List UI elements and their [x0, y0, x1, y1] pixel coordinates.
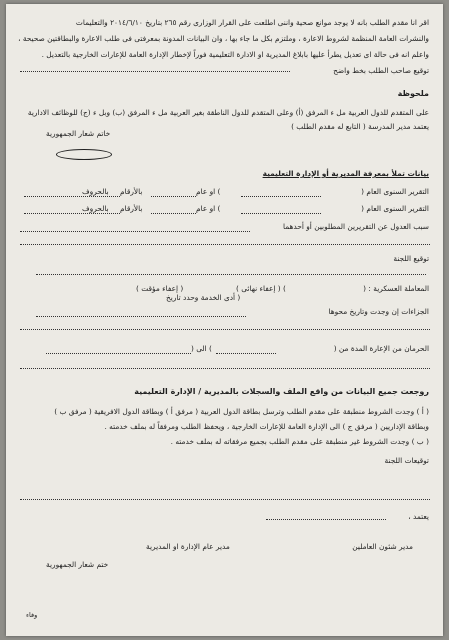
notes-line-1: على المتقدم للدول العربية مل ء المرفق (أ) وعلى المتقدم للدول الناطقة بغير العربية مل ء المرفق (ب) وبل ء (ج) للوظائف الادارية — [27, 108, 429, 117]
penalties-field — [36, 316, 246, 317]
report-year-2-number-field — [151, 213, 196, 214]
report-year-2-number-word: بالأرقام — [120, 204, 143, 213]
reason-field — [20, 231, 250, 232]
report-year-2-year-field — [241, 213, 321, 214]
report-year-1-year-word: ) او عام — [196, 187, 221, 196]
applicant-signature-label: توقيع صاحب الطلب بخط واضح — [333, 66, 429, 75]
committee-signatures-field — [20, 499, 430, 500]
deprivation-from-field — [216, 353, 276, 354]
final-exemption-label: ) ( إعفاء نهائى ) — [236, 284, 286, 293]
declaration-line-2: والنشرات العامة المنظمة لشروط الاعارة ، وملتزم بكل ما جاء بها ، وان البيانات المدونة بمعرفتى فى طلب الاعارة والبطاقتين صحيحة ، — [18, 34, 429, 43]
review-heading: روجعت جميع البيانات من واقع الملف والسجلات بالمديرية / الإدارة التعليمية — [134, 387, 429, 396]
republic-seal-label-top: خاتم شعار الجمهورية — [46, 129, 111, 138]
report-year-1-number-field — [151, 196, 196, 197]
deprivation-label: الحرمان من الإعارة المدة من ( — [333, 344, 429, 353]
notes-line-2: يعتمد مدير المدرسة ( التابع له مقدم الطلب ) — [291, 122, 429, 131]
report-year-1-year-field — [241, 196, 321, 197]
report-year-1-label: التقرير السنوى العام ( — [361, 187, 429, 196]
penalties-label: الجزاءات إن وجدت وتاريخ محوها — [328, 307, 429, 316]
review-option-a-line-1: ( أ ) وجدت الشروط منطبقة على مقدم الطلب وترسل بطاقة الدول العربية ( مرفق أ ) وبطاقة الدول الافريقية ( مرفق ب ) — [54, 407, 429, 416]
general-director-label: مدير عام الإدارة او المديرية — [146, 542, 230, 551]
declaration-line-1: اقر انا مقدم الطلب بانه لا يوجد موانع صحية واننى اطلعت على القرار الوزارى رقم ٢٦٥ بتاريخ ٢٠١٤/٦/١٠ والتعليمات — [75, 18, 429, 27]
committee-signatures-label: توقيعات اللجنة — [384, 456, 429, 465]
deprivation-to-field — [46, 353, 191, 354]
temporary-exemption-label: ( إعفاء مؤقت ) — [136, 284, 184, 293]
report-year-1-letters-word: بالحروف — [82, 187, 109, 196]
review-option-a-line-2: وبطاقة الإداريين ( مرفق ج ) الى الإدارة العامة للإعارات الخارجية ، ويحفظ الطلب ومرفقاً له بملف خدمته . — [104, 422, 429, 431]
footer-mark: وفاء — [26, 611, 38, 619]
report-year-2-label: التقرير السنوى العام ( — [361, 204, 429, 213]
signature-dotted-line — [20, 71, 290, 72]
personnel-director-label: مدير شئون العاملين — [352, 542, 413, 551]
report-year-2-year-word: ) او عام — [196, 204, 221, 213]
report-year-1-number-word: بالأرقام — [120, 187, 143, 196]
reason-field-2 — [20, 244, 430, 245]
declaration-line-3: واعلم انه فى حالة اى تعديل يطرأ عليها بابلاغ المديرية او الادارة التعليمية فوراً لإخطار الإدارة العامة للإعارات الخارجية بالتعديل . — [41, 50, 429, 59]
approval-field — [266, 519, 386, 520]
reason-label: سبب العدول عن التقريرين المطلوبين أو أحدهما — [282, 222, 429, 231]
seal-oval-stamp — [56, 149, 112, 160]
committee-signature-field — [36, 274, 426, 275]
review-option-b: ( ب ) وجدت الشروط غير منطبقة على مقدم الطلب بجميع مرفقاته له بملف خدمته . — [170, 437, 429, 446]
notes-heading: ملحوظة — [397, 89, 429, 98]
republic-seal-label-bottom: ختم شعار الجمهورية — [46, 560, 109, 569]
to-word: ) الى ( — [191, 344, 212, 353]
service-date-label: ( أدى الخدمة وحدد تاريخ — [166, 293, 241, 302]
committee-signature-label: توقيع اللجنة — [393, 254, 429, 263]
admin-section-heading: بيانات تملأ بمعرفة المديرية أو الإدارة التعليمية — [262, 169, 429, 178]
penalties-field-2 — [20, 329, 430, 330]
approval-label: يعتمد ، — [408, 512, 429, 521]
report-year-2-letters-word: بالحروف — [82, 204, 109, 213]
deprivation-field-2 — [20, 368, 430, 369]
military-status-label: المعاملة العسكرية : ( — [363, 284, 429, 293]
document-page — [6, 4, 443, 636]
